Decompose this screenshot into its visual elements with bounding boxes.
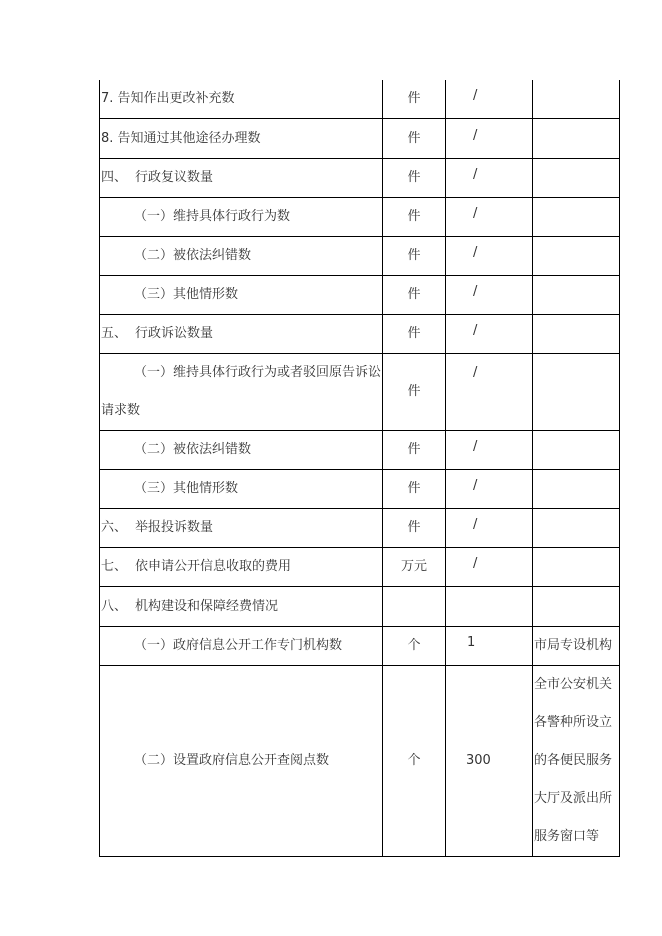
table-row [100,666,620,857]
note-line: 大厅及派出所 [534,791,613,806]
section-number: 八、 [101,598,128,614]
table-row [100,159,620,198]
item-label: （二）被依法纠错数 [134,248,252,263]
statistics-table [99,80,620,857]
item-cell: 7. 告知作出更改补充数 [100,80,383,119]
unit-cell: 件 [383,509,446,548]
value-cell: 1 [467,635,476,650]
section-number: 五、 [101,326,128,341]
table-row [100,237,620,276]
item-cell [100,548,383,587]
item-cell [100,627,383,666]
item-cell [100,159,383,198]
item-label: 行政诉讼数量 [135,326,214,341]
item-label: （二）被依法纠错数 [134,442,252,457]
table-row [100,354,620,431]
note-cell [533,354,620,431]
item-cell [100,354,383,431]
unit-cell: 件 [383,354,446,431]
value-cell: / [473,245,478,260]
item-label: （二）设置政府信息公开查阅点数 [134,753,330,768]
note-cell [533,548,620,587]
value-cell: / [473,365,478,380]
table-row [100,470,620,509]
item-label: 机构建设和保障经费情况 [135,598,279,614]
note-line: 服务窗口等 [534,829,600,844]
table-row [100,198,620,237]
item-label: （三）其他情形数 [134,481,239,496]
unit-cell: 万元 [383,548,446,587]
note-cell [533,315,620,354]
value-cell: / [473,284,478,299]
item-cell [100,237,383,276]
value-cell: / [473,556,478,571]
table-row [100,587,620,627]
item-cell [100,431,383,470]
section-number: 四、 [101,170,128,185]
item-label-line2: 请求数 [101,403,141,418]
note-cell [533,509,620,548]
value-cell: / [473,206,478,221]
value-cell: / [473,478,478,493]
note-cell [533,431,620,470]
table-row [100,627,620,666]
table-row [100,80,620,119]
unit-cell: 件 [383,237,446,276]
item-label: （三）其他情形数 [134,287,239,302]
unit-cell: 件 [383,159,446,198]
item-label: （一）维持具体行政行为数 [134,209,291,224]
note-line: 的各便民服务 [534,753,613,768]
unit-cell: 件 [383,80,446,119]
note-cell [533,80,620,119]
table-row [100,431,620,470]
item-cell [100,666,383,857]
table-row [100,315,620,354]
unit-cell: 件 [383,276,446,315]
unit-cell [383,587,446,627]
section-number: 七、 [101,559,128,574]
item-cell [100,276,383,315]
item-label: 行政复议数量 [135,170,214,185]
unit-cell: 件 [383,470,446,509]
unit-cell: 件 [383,119,446,159]
value-cell: / [473,127,478,143]
unit-cell: 件 [383,431,446,470]
table-row [100,509,620,548]
section-number: 六、 [101,520,128,535]
value-cell: / [473,517,478,532]
value-cell: / [473,439,478,454]
note-cell [533,666,620,857]
item-cell [100,587,383,627]
note-cell [533,237,620,276]
unit-cell: 个 [383,627,446,666]
unit-cell: 件 [383,198,446,237]
value-cell: 300 [466,753,491,768]
note-line: 各警种所设立 [534,715,613,730]
note-cell: 市局专设机构 [533,627,620,666]
item-cell: 8. 告知通过其他途径办理数 [100,119,383,159]
note-line: 全市公安机关 [534,677,613,692]
item-cell [100,198,383,237]
note-cell [533,159,620,198]
table-row [100,276,620,315]
value-cell: / [473,323,478,338]
item-label: 举报投诉数量 [135,520,214,535]
table-row [100,548,620,587]
item-cell [100,509,383,548]
note-cell [533,198,620,237]
value-cell: / [473,167,478,182]
value-cell [446,587,533,627]
note-cell [533,276,620,315]
note-cell [533,119,620,159]
unit-cell: 个 [383,666,446,857]
note-cell [533,470,620,509]
value-cell: / [473,88,478,103]
item-label: （一）政府信息公开工作专门机构数 [134,638,343,653]
item-cell [100,470,383,509]
item-label: 依申请公开信息收取的费用 [135,559,292,574]
note-cell [533,587,620,627]
item-label-line1: （一）维持具体行政行为或者驳回原告诉讼 [134,365,382,380]
item-cell [100,315,383,354]
table-row [100,119,620,159]
unit-cell: 件 [383,315,446,354]
